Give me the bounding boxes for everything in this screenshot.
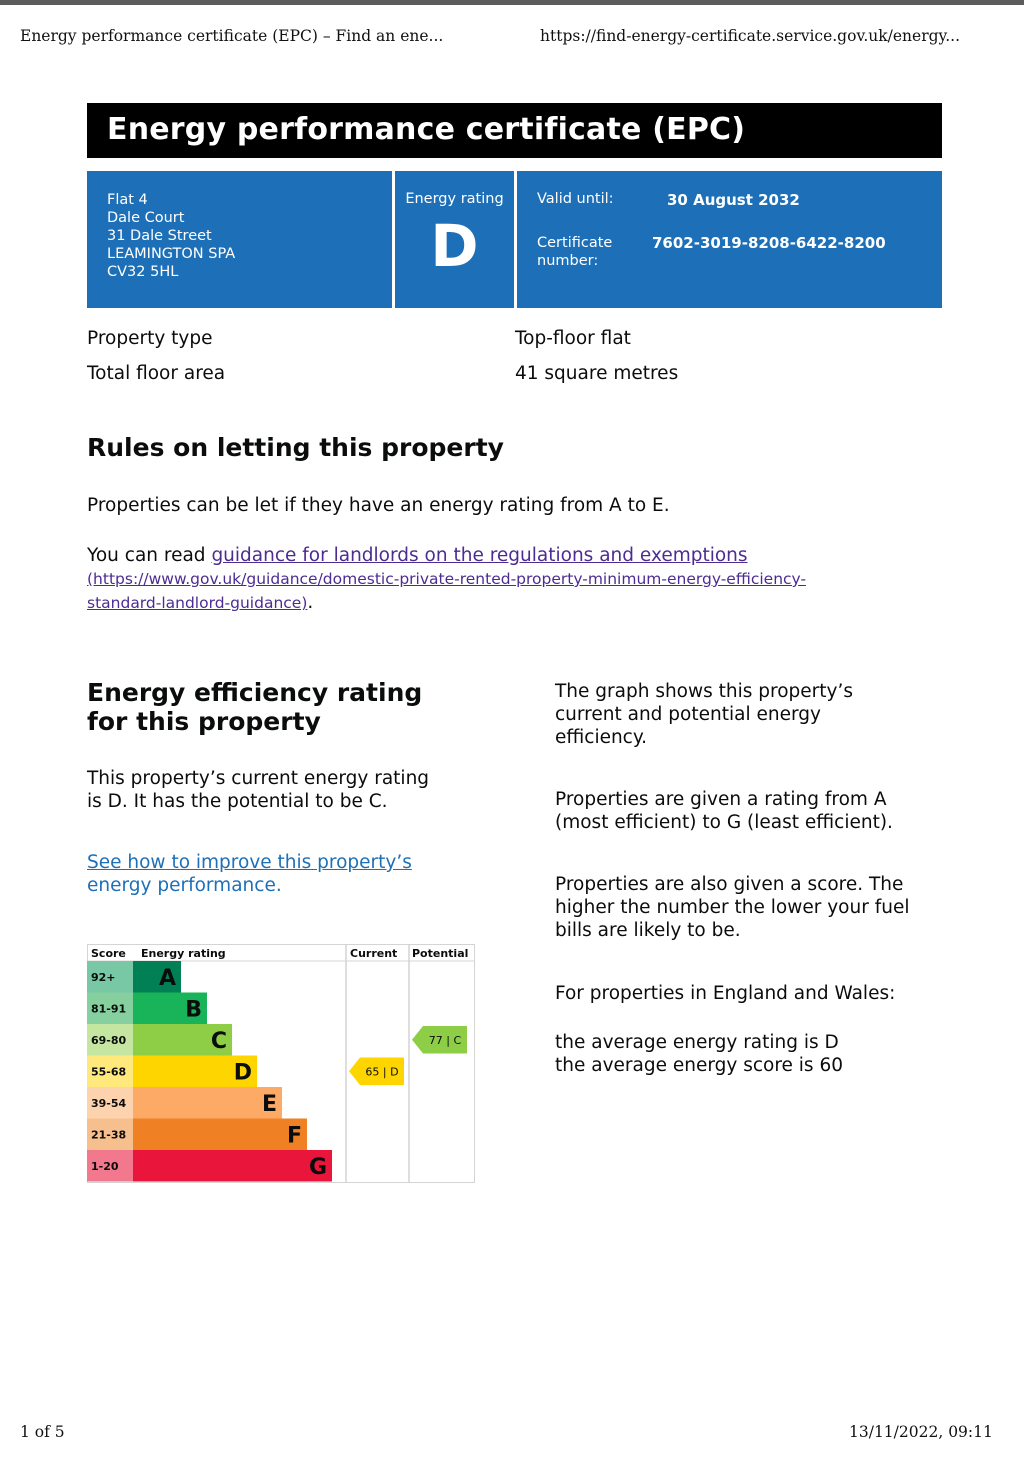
floor-area-label: Total floor area (87, 363, 226, 384)
certificate-title-bar (87, 103, 942, 158)
side-line: Properties are given a rating from A (555, 789, 887, 810)
chart-column-header: Potential (412, 947, 469, 960)
efficiency-heading (87, 678, 422, 736)
side-line: Properties are also given a score. The (555, 874, 904, 895)
efficiency-summary (87, 767, 429, 813)
address-panel (87, 171, 392, 308)
score-range-label: 21-38 (91, 1128, 127, 1142)
side-line: bills are likely to be. (555, 920, 741, 941)
rating-letter: C (210, 1028, 227, 1054)
floor-area-value: 41 square metres (515, 363, 679, 384)
rating-band-f (133, 1119, 307, 1151)
guidance-url-cont[interactable]: standard-landlord-guidance) (87, 594, 308, 612)
efficiency-summary-line: is D. It has the potential to be C. (87, 791, 388, 812)
rating-band-g (133, 1150, 332, 1182)
improve-link-line[interactable]: See how to improve this property’s (87, 852, 412, 873)
rules-paragraph: Properties can be let if they have an energy rating from A to E. (87, 495, 670, 516)
side-paragraph-rating (555, 788, 893, 834)
address-line: Flat 4 (107, 192, 148, 208)
score-range-label: 39-54 (91, 1096, 127, 1110)
current-rating-label: 65 | D (365, 1065, 399, 1079)
certificate-panel (517, 171, 942, 308)
rating-letter: B (185, 997, 202, 1023)
chart-column-header: Energy rating (141, 947, 226, 960)
efficiency-summary-line: This property’s current energy rating (87, 768, 430, 789)
browser-top-line (0, 0, 1024, 5)
side-line: the average energy score is 60 (555, 1055, 843, 1076)
valid-until-value: 30 August 2032 (667, 191, 800, 209)
energy-rating-chart (87, 944, 475, 1184)
side-paragraph-score (555, 873, 909, 942)
side-paragraph-graph (555, 680, 853, 749)
valid-until-label: Valid until: (537, 191, 614, 207)
rating-letter: D (233, 1060, 252, 1086)
energy-rating-panel (395, 171, 514, 308)
side-line: (most efficient) to G (least efficient). (555, 812, 893, 833)
efficiency-heading-line: for this property (87, 707, 321, 736)
print-page-title: Energy performance certificate (EPC) – Find an ene... (20, 27, 444, 45)
side-paragraph-averages (555, 1031, 843, 1077)
print-timestamp: 13/11/2022, 09:11 (849, 1423, 993, 1441)
page-count: 1 of 5 (20, 1423, 65, 1441)
address-line: LEAMINGTON SPA (107, 246, 236, 262)
guidance-url[interactable]: (https://www.gov.uk/guidance/domestic-private-rented-property-minimum-energy-efficiency- (87, 570, 807, 588)
side-line: current and potential energy (555, 704, 821, 725)
score-range-label: 92+ (91, 970, 116, 984)
side-line: efficiency. (555, 727, 648, 748)
score-range-label: 55-68 (91, 1065, 127, 1079)
rating-letter: G (308, 1154, 327, 1180)
improve-performance-link[interactable] (87, 851, 412, 897)
score-range-label: 69-80 (91, 1033, 127, 1047)
side-line: The graph shows this property’s (555, 681, 854, 702)
side-line: the average energy rating is D (555, 1032, 839, 1053)
potential-rating-label: 77 | C (428, 1033, 462, 1047)
guidance-prefix: You can read (87, 545, 212, 566)
rating-band-e (133, 1087, 282, 1119)
score-range-label: 1-20 (91, 1159, 119, 1173)
energy-rating-label: Energy rating (405, 191, 504, 207)
score-range-label: 81-91 (91, 1002, 127, 1016)
guidance-link[interactable]: guidance for landlords on the regulations and exemptions (211, 545, 748, 566)
rules-heading: Rules on letting this property (87, 433, 504, 462)
rating-letter: F (286, 1123, 302, 1149)
improve-link-line[interactable]: energy performance. (87, 875, 282, 896)
energy-rating-value: D (430, 212, 479, 280)
side-line: higher the number the lower your fuel (555, 897, 910, 918)
efficiency-heading-line: Energy efficiency rating (87, 678, 423, 707)
chart-column-header: Current (350, 947, 398, 960)
side-paragraph-region: For properties in England and Wales: (555, 983, 896, 1004)
certificate-number-value: 7602-3019-8208-6422-8200 (652, 234, 886, 252)
address-line: 31 Dale Street (107, 228, 212, 244)
address-line: Dale Court (107, 210, 185, 226)
rating-letter: A (158, 965, 176, 991)
property-type-label: Property type (87, 328, 213, 349)
guidance-suffix: . (307, 592, 314, 613)
chart-column-header: Score (91, 947, 126, 960)
rating-letter: E (261, 1091, 277, 1117)
address-postcode: CV32 5HL (107, 264, 179, 280)
print-page-url: https://find-energy-certificate.service.gov.uk/energy... (540, 27, 961, 45)
property-type-value: Top-floor flat (515, 328, 631, 349)
guidance-paragraph (87, 544, 947, 615)
page-title: Energy performance certificate (EPC) (107, 112, 746, 147)
certificate-number-label: Certificate number: (537, 235, 613, 269)
